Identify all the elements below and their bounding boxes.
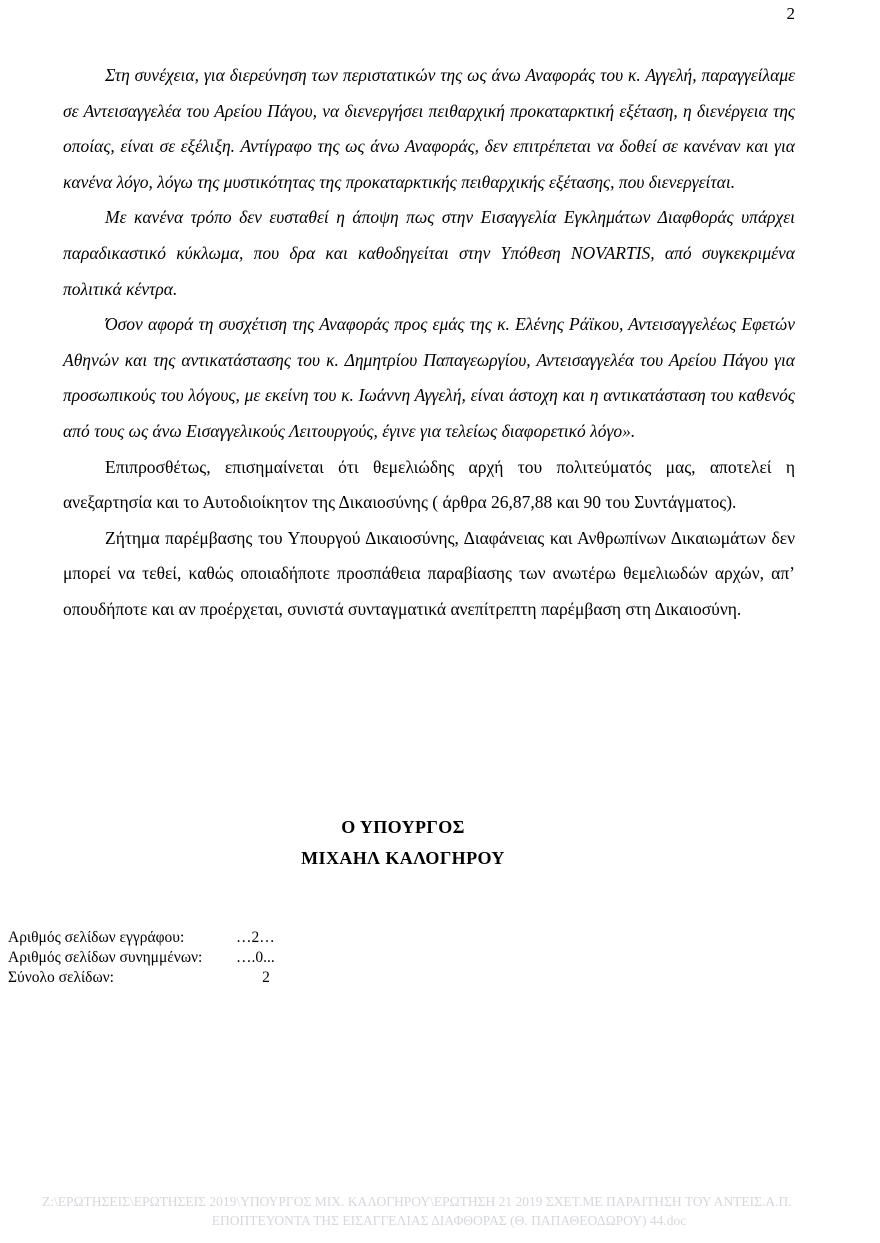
signature-title: Ο ΥΠΟΥΡΓΟΣ [341,817,465,837]
footer-filepath-line-1: Z:\ΕΡΩΤΗΣΕΙΣ\ΕΡΩΤΗΣΕΙΣ 2019\ΥΠΟΥΡΓΟΣ ΜΙΧ. ΚΑΛΟΓΗΡΟΥ\ΕΡΩΤΗΣΗ 21 2019 ΣΧΕΤ.ΜΕ ΠΑΡΑΙΤΗΣΗ ΤΟΥ ΑΝΤΕΙΣ.Α.Π. [42,1194,792,1209]
page-count-value-attachments: ….0... [236,949,275,966]
page-count-row [8,928,296,948]
page-count-label-attachments: Αριθμός σελίδων συνημμένων: [8,949,203,966]
signature-block [0,812,806,874]
page-count-row [8,968,296,988]
signature-name: ΜΙΧΑΗΛ ΚΑΛΟΓΗΡΟΥ [301,848,505,868]
page-count-value-total: 2 [262,969,270,986]
page-number: 2 [786,4,795,23]
page-count-value-document: …2… [236,929,275,946]
paragraph-5: Ζήτημα παρέμβασης του Υπουργού Δικαιοσύνης, Διαφάνειας και Ανθρωπίνων Δικαιωμάτων δεν μπορεί να τεθεί, καθώς οποιαδήποτε προσπάθεια παραβίασης των ανωτέρω θεμελιωδών αρχών, απ’ οπουδήποτε και αν προέρχεται, συνιστά συνταγματικά ανεπίτρεπτη παρέμβαση στη Δικαιοσύνη. [63,527,795,619]
page-count-label-total: Σύνολο σελίδων: [8,969,114,986]
paragraph-2: Με κανένα τρόπο δεν ευσταθεί η άποψη πως στην Εισαγγελία Εγκλημάτων Διαφθοράς υπάρχει παραδικαστικό κύκλωμα, που δρα και καθοδηγείται στην Υπόθεση NOVARTIS, από συγκεκριμένα πολιτικά κέντρα. [63,207,795,299]
page-count-label-document: Αριθμός σελίδων εγγράφου: [8,929,185,946]
footer-filepath [0,1192,880,1230]
paragraph-1: Στη συνέχεια, για διερεύνηση των περιστατικών της ως άνω Αναφοράς του κ. Αγγελή, παραγγείλαμε σε Αντεισαγγελέα του Αρείου Πάγου, να διενεργήσει πειθαρχική προκαταρκτική εξέταση, η διενέργεια της οποίας, είναι σε εξέλιξη. Αντίγραφο της ως άνω Αναφοράς, δεν επιτρέπεται να δοθεί σε κανέναν και για κανένα λόγο, λόγω της μυστικότητας της προκαταρκτικής πειθαρχικής εξέτασης, που διενεργείται. [63,65,795,192]
document-body [63,58,795,628]
page-count-row [8,948,296,968]
paragraph-3: Όσον αφορά τη συσχέτιση της Αναφοράς προς εμάς της κ. Ελένης Ράϊκου, Αντεισαγγελέως Εφετών Αθηνών και της αντικατάστασης του κ. Δημητρίου Παπαγεωργίου, Αντεισαγγελέα του Αρείου Πάγου για προσωπικούς του λόγους, με εκείνη του κ. Ιωάννη Αγγελή, είναι άστοχη και η αντικατάσταση του καθενός από τους ως άνω Εισαγγελικούς Λειτουργούς, έγινε για τελείως διαφορετικό λόγο». [63,314,795,441]
page-count-block [8,928,296,988]
footer-filepath-line-2: ΕΠΟΠΤΕΥΟΝΤΑ ΤΗΣ ΕΙΣΑΓΓΕΛΙΑΣ ΔΙΑΦΘΟΡΑΣ (Θ. ΠΑΠΑΘΕΟΔΩΡΟΥ) 44.doc [211,1213,687,1228]
paragraph-4: Επιπροσθέτως, επισημαίνεται ότι θεμελιώδης αρχή του πολιτεύματός μας, αποτελεί η ανεξαρτησία και το Αυτοδιοίκητον της Δικαιοσύνης ( άρθρα 26,87,88 και 90 του Συντάγματος). [63,456,795,513]
